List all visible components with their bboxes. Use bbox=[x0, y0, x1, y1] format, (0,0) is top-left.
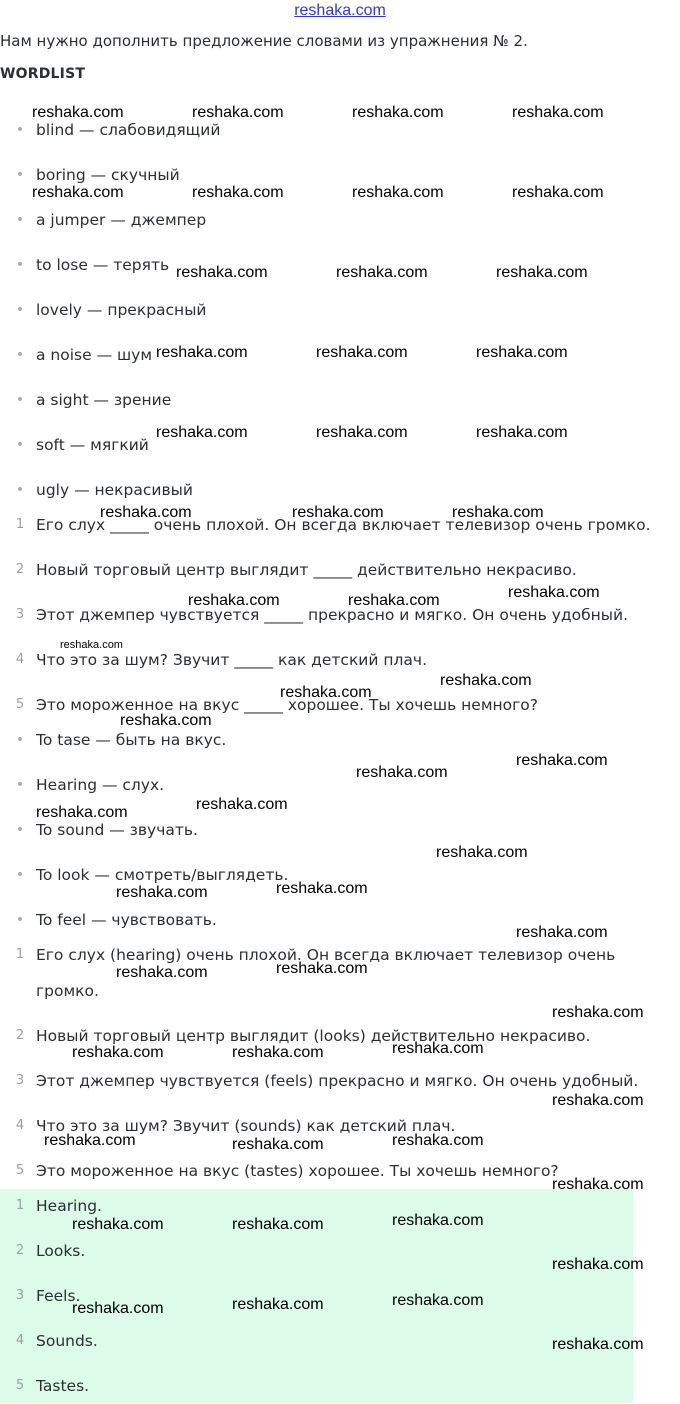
watermark: reshaka.com bbox=[120, 712, 212, 729]
task-text: Что это за шум? Звучит _____ как детский плач. bbox=[36, 651, 428, 669]
bullet-icon: • bbox=[15, 392, 25, 408]
filled-text: Новый торговый центр выглядит (looks) действительно некрасиво. bbox=[36, 1027, 591, 1045]
task-text: Его слух _____ очень плохой. Он всегда включает телевизор очень громко. bbox=[36, 516, 651, 534]
watermark: reshaka.com bbox=[516, 924, 608, 941]
bullet-icon: • bbox=[15, 347, 25, 363]
intro-text: Нам нужно дополнить предложение словами из упражнения № 2. bbox=[0, 32, 528, 50]
filled-text: Этот джемпер чувствуется (feels) прекрасно и мягко. Он очень удобный. bbox=[36, 1072, 639, 1090]
vocab-text: To tase — быть на вкус. bbox=[36, 731, 227, 749]
task-text: Новый торговый центр выглядит _____ действительно некрасиво. bbox=[36, 561, 577, 579]
item-number: 1 bbox=[15, 947, 25, 962]
bullet-icon: • bbox=[15, 437, 25, 453]
watermark: reshaka.com bbox=[356, 764, 448, 781]
watermark: reshaka.com bbox=[156, 344, 248, 361]
watermark: reshaka.com bbox=[72, 1216, 164, 1233]
item-number: 3 bbox=[15, 1288, 25, 1303]
list-item-text: soft — мягкий bbox=[36, 436, 149, 454]
vocab-text: Hearing — слух. bbox=[36, 776, 165, 794]
watermark: reshaka.com bbox=[392, 1292, 484, 1309]
item-number: 4 bbox=[15, 1333, 25, 1348]
filled-text: Его слух (hearing) очень плохой. Он всегда включает телевизор очень громко. bbox=[36, 946, 616, 1000]
watermark: reshaka.com bbox=[336, 264, 428, 281]
list-item-text: a sight — зрение bbox=[36, 391, 172, 409]
watermark: reshaka.com bbox=[552, 1256, 644, 1273]
watermark: reshaka.com bbox=[316, 424, 408, 441]
watermark: reshaka.com bbox=[440, 672, 532, 689]
watermark: reshaka.com bbox=[44, 1132, 136, 1149]
watermark: reshaka.com bbox=[60, 639, 123, 651]
filled-text: Что это за шум? Звучит (sounds) как детский плач. bbox=[36, 1117, 456, 1135]
item-number: 5 bbox=[15, 697, 25, 712]
item-number: 2 bbox=[15, 1028, 25, 1043]
watermark: reshaka.com bbox=[476, 344, 568, 361]
item-number: 2 bbox=[15, 1243, 25, 1258]
answer-text: Feels. bbox=[36, 1287, 81, 1305]
watermark: reshaka.com bbox=[476, 424, 568, 441]
item-number: 4 bbox=[15, 1118, 25, 1133]
watermark: reshaka.com bbox=[72, 1300, 164, 1317]
bullet-icon: • bbox=[15, 167, 25, 183]
watermark: reshaka.com bbox=[552, 1176, 644, 1193]
watermark: reshaka.com bbox=[292, 504, 384, 521]
watermark: reshaka.com bbox=[496, 264, 588, 281]
watermark: reshaka.com bbox=[72, 1044, 164, 1061]
watermark: reshaka.com bbox=[512, 104, 604, 121]
list-item-text: to lose — терять bbox=[36, 256, 170, 274]
watermark: reshaka.com bbox=[36, 804, 128, 821]
list-item-text: boring — скучный bbox=[36, 166, 180, 184]
item-number: 3 bbox=[15, 1073, 25, 1088]
watermark: reshaka.com bbox=[552, 1336, 644, 1353]
watermark: reshaka.com bbox=[232, 1136, 324, 1153]
task-text: Этот джемпер чувствуется _____ прекрасно и мягко. Он очень удобный. bbox=[36, 606, 629, 624]
item-number: 3 bbox=[15, 607, 25, 622]
watermark: reshaka.com bbox=[436, 844, 528, 861]
watermark: reshaka.com bbox=[392, 1132, 484, 1149]
watermark: reshaka.com bbox=[276, 880, 368, 897]
watermark: reshaka.com bbox=[392, 1040, 484, 1057]
watermark: reshaka.com bbox=[32, 104, 124, 121]
list-item-text: a jumper — джемпер bbox=[36, 211, 207, 229]
watermark: reshaka.com bbox=[352, 104, 444, 121]
list-item-text: ugly — некрасивый bbox=[36, 481, 193, 499]
wordlist-heading: WORDLIST bbox=[0, 66, 86, 82]
bullet-icon: • bbox=[15, 302, 25, 318]
item-number: 1 bbox=[15, 1198, 25, 1213]
answer-text: Tastes. bbox=[36, 1377, 90, 1395]
item-number: 5 bbox=[15, 1163, 25, 1178]
item-number: 2 bbox=[15, 562, 25, 577]
bullet-icon: • bbox=[15, 257, 25, 273]
bullet-icon: • bbox=[15, 822, 25, 838]
watermark: reshaka.com bbox=[196, 796, 288, 813]
answer-text: Looks. bbox=[36, 1242, 86, 1260]
watermark: reshaka.com bbox=[552, 1004, 644, 1021]
watermark: reshaka.com bbox=[392, 1212, 484, 1229]
watermark: reshaka.com bbox=[188, 592, 280, 609]
watermark: reshaka.com bbox=[232, 1216, 324, 1233]
vocab-text: To sound — звучать. bbox=[36, 821, 198, 839]
bullet-icon: • bbox=[15, 867, 25, 883]
watermark: reshaka.com bbox=[276, 960, 368, 977]
watermark: reshaka.com bbox=[156, 424, 248, 441]
task-text: Это мороженное на вкус _____ хорошее. Ты хочешь немного? bbox=[36, 696, 538, 714]
bullet-icon: • bbox=[15, 732, 25, 748]
bullet-icon: • bbox=[15, 777, 25, 793]
watermark: reshaka.com bbox=[516, 752, 608, 769]
vocab-text: To look — смотреть/выглядеть. bbox=[36, 866, 289, 884]
answer-text: Sounds. bbox=[36, 1332, 98, 1350]
watermark: reshaka.com bbox=[32, 184, 124, 201]
item-number: 4 bbox=[15, 652, 25, 667]
list-item-text: blind — слабовидящий bbox=[36, 121, 221, 139]
watermark: reshaka.com bbox=[176, 264, 268, 281]
watermark: reshaka.com bbox=[232, 1044, 324, 1061]
watermark: reshaka.com bbox=[352, 184, 444, 201]
watermark: reshaka.com bbox=[192, 104, 284, 121]
watermark: reshaka.com bbox=[232, 1296, 324, 1313]
watermark: reshaka.com bbox=[116, 884, 208, 901]
list-item-text: lovely — прекрасный bbox=[36, 301, 207, 319]
watermark: reshaka.com bbox=[552, 1092, 644, 1109]
watermark: reshaka.com bbox=[452, 504, 544, 521]
watermark: reshaka.com bbox=[316, 344, 408, 361]
watermark: reshaka.com bbox=[348, 592, 440, 609]
watermark: reshaka.com bbox=[508, 584, 600, 601]
watermark: reshaka.com bbox=[280, 684, 372, 701]
item-number: 1 bbox=[15, 517, 25, 532]
bullet-icon: • bbox=[15, 122, 25, 138]
item-number: 5 bbox=[15, 1378, 25, 1393]
answer-text: Hearing. bbox=[36, 1197, 102, 1215]
site-link[interactable]: reshaka.com bbox=[294, 2, 386, 19]
bullet-icon: • bbox=[15, 482, 25, 498]
watermark: reshaka.com bbox=[100, 504, 192, 521]
bullet-icon: • bbox=[15, 912, 25, 928]
filled-text: Это мороженное на вкус (tastes) хорошее. Ты хочешь немного? bbox=[36, 1162, 559, 1180]
watermark: reshaka.com bbox=[116, 964, 208, 981]
list-item-text: a noise — шум bbox=[36, 346, 153, 364]
bullet-icon: • bbox=[15, 212, 25, 228]
watermark: reshaka.com bbox=[512, 184, 604, 201]
vocab-text: To feel — чувствовать. bbox=[36, 911, 217, 929]
watermark: reshaka.com bbox=[192, 184, 284, 201]
